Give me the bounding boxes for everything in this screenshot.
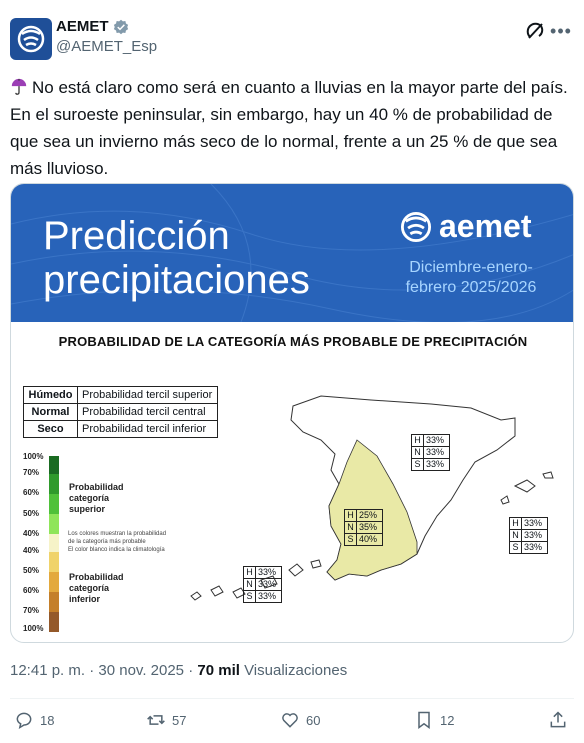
prob-key: H bbox=[345, 510, 357, 522]
prob-row bbox=[345, 510, 383, 522]
scale-label: 70% bbox=[23, 468, 40, 477]
prob-value: 33% bbox=[424, 447, 450, 459]
legend-lower-line: inferior bbox=[69, 594, 101, 604]
prob-row bbox=[345, 534, 383, 546]
scale-segment bbox=[49, 456, 59, 474]
prob-row bbox=[510, 518, 548, 530]
category-name: Seco bbox=[24, 421, 78, 438]
balearic-islands bbox=[501, 472, 553, 504]
share-icon bbox=[548, 710, 568, 730]
prob-value: 25% bbox=[357, 510, 383, 522]
prob-key: H bbox=[412, 435, 424, 447]
map-subtitle: PROBABILIDAD DE LA CATEGORÍA MÁS PROBABLE DE PRECIPITACIÓN bbox=[58, 334, 528, 349]
scale-label: 40% bbox=[23, 546, 40, 555]
retweet-button[interactable] bbox=[146, 710, 186, 730]
bookmark-icon bbox=[414, 710, 434, 730]
prob-value: 33% bbox=[256, 591, 282, 603]
prob-row bbox=[510, 530, 548, 542]
prob-value: 35% bbox=[357, 522, 383, 534]
prob-key: N bbox=[244, 579, 256, 591]
note-line: El color blanco indica la climatología bbox=[68, 547, 165, 553]
tweet-meta bbox=[10, 662, 347, 679]
scale-label: 50% bbox=[23, 566, 40, 575]
scale-label: 50% bbox=[23, 509, 40, 518]
scale-segment bbox=[49, 552, 59, 572]
like-button[interactable] bbox=[280, 710, 320, 730]
divider bbox=[10, 698, 574, 699]
scale-segment bbox=[49, 514, 59, 534]
tweet-text: No está claro como será en cuanto a lluvias en la mayor parte del país. En el suroeste peninsular, sin embargo, hay un 40 % de probabilidad de que sea un invierno más seco de lo normal, frente a un 25 % de que sea más lluvioso. bbox=[10, 78, 568, 178]
scale-label: 70% bbox=[23, 606, 40, 615]
prob-row bbox=[412, 447, 450, 459]
title-line-2: precipitaciones bbox=[43, 258, 310, 302]
views-label: Visualizaciones bbox=[244, 662, 348, 679]
scale-label: 100% bbox=[23, 452, 44, 461]
image-title bbox=[43, 214, 310, 302]
note-line: de la categoría más probable bbox=[68, 539, 146, 545]
meta-separator: · bbox=[188, 662, 194, 679]
prob-value: 33% bbox=[522, 542, 548, 554]
scale-segment bbox=[49, 592, 59, 612]
prob-row bbox=[345, 522, 383, 534]
reply-button[interactable] bbox=[14, 710, 54, 730]
legend-lower-line: Probabilidad bbox=[69, 572, 124, 582]
category-name: Húmedo bbox=[24, 387, 78, 404]
more-options-icon[interactable]: ••• bbox=[550, 20, 572, 41]
scale-segment bbox=[49, 572, 59, 592]
views-count: 70 mil bbox=[197, 662, 240, 679]
legend-upper-line: superior bbox=[69, 504, 106, 514]
prob-value: 33% bbox=[522, 530, 548, 542]
scale-label: 60% bbox=[23, 488, 40, 497]
grok-icon[interactable] bbox=[524, 20, 546, 42]
scale-label: 60% bbox=[23, 586, 40, 595]
prob-value: 33% bbox=[424, 435, 450, 447]
prob-row bbox=[412, 435, 450, 447]
period-line-2: febrero 2025/2026 bbox=[405, 279, 537, 296]
author-handle[interactable]: @AEMET_Esp bbox=[56, 38, 158, 55]
legend-lower-line: categoría bbox=[69, 583, 110, 593]
scale-segment bbox=[49, 494, 59, 514]
tweet-time[interactable]: 12:41 p. m. bbox=[10, 662, 86, 679]
brand-name: aemet bbox=[439, 208, 532, 244]
bookmark-button[interactable] bbox=[414, 710, 454, 730]
prob-row bbox=[244, 579, 282, 591]
category-name: Normal bbox=[24, 404, 78, 421]
share-button[interactable] bbox=[548, 710, 568, 730]
prob-key: N bbox=[412, 447, 424, 459]
author-display-name[interactable] bbox=[56, 18, 157, 35]
southwest-probability-box bbox=[344, 509, 383, 546]
scale-label: 100% bbox=[23, 624, 44, 633]
author-names bbox=[56, 18, 157, 55]
display-name-text[interactable]: AEMET bbox=[56, 18, 109, 35]
prob-value: 33% bbox=[256, 579, 282, 591]
scale-label: 40% bbox=[23, 529, 40, 538]
legend-upper-line: categoría bbox=[69, 493, 110, 503]
like-count: 60 bbox=[306, 712, 321, 728]
canary-probability-box bbox=[243, 566, 282, 603]
prob-key: S bbox=[412, 459, 424, 471]
prob-key: S bbox=[244, 591, 256, 603]
aemet-brand-icon bbox=[399, 210, 433, 244]
north-probability-box bbox=[411, 434, 450, 471]
forecast-period bbox=[391, 258, 551, 298]
tweet-date[interactable]: 30 nov. 2025 bbox=[98, 662, 185, 679]
category-desc: Probabilidad tercil superior bbox=[78, 387, 218, 404]
reply-count: 18 bbox=[40, 712, 55, 728]
probability-color-scale bbox=[49, 456, 59, 632]
prob-value: 33% bbox=[424, 459, 450, 471]
category-desc: Probabilidad tercil central bbox=[78, 404, 218, 421]
tweet-image[interactable] bbox=[10, 183, 574, 643]
prob-value: 33% bbox=[522, 518, 548, 530]
heart-icon bbox=[280, 710, 300, 730]
tweet-header bbox=[10, 14, 574, 62]
category-desc: Probabilidad tercil inferior bbox=[78, 421, 218, 438]
prob-row bbox=[412, 459, 450, 471]
bookmark-count: 12 bbox=[440, 712, 455, 728]
prob-key: H bbox=[244, 567, 256, 579]
aemet-logo-icon[interactable] bbox=[10, 18, 52, 60]
prob-row bbox=[510, 542, 548, 554]
prob-row bbox=[244, 591, 282, 603]
prob-key: N bbox=[510, 530, 522, 542]
note-line: Los colores muestran la probabilidad bbox=[68, 531, 167, 537]
meta-separator: · bbox=[89, 662, 95, 679]
tweet-body bbox=[10, 74, 570, 182]
period-line-1: Diciembre-enero- bbox=[409, 259, 533, 276]
image-banner bbox=[11, 184, 574, 322]
scale-segment bbox=[49, 474, 59, 494]
prob-key: S bbox=[510, 542, 522, 554]
title-line-1: Predicción bbox=[43, 214, 230, 258]
legend-upper-line: Probabilidad bbox=[69, 482, 124, 492]
prob-row bbox=[244, 567, 282, 579]
legend-lower bbox=[69, 572, 124, 605]
aemet-brand bbox=[399, 208, 532, 245]
prob-key: N bbox=[345, 522, 357, 534]
verified-badge-icon bbox=[113, 19, 129, 35]
retweet-icon bbox=[146, 710, 166, 730]
retweet-count: 57 bbox=[172, 712, 187, 728]
prob-key: H bbox=[510, 518, 522, 530]
balearic-probability-box bbox=[509, 517, 548, 554]
prob-key: S bbox=[345, 534, 357, 546]
scale-segment bbox=[49, 534, 59, 552]
action-bar bbox=[10, 710, 574, 736]
prob-value: 40% bbox=[357, 534, 383, 546]
reply-icon bbox=[14, 710, 34, 730]
scale-segment bbox=[49, 612, 59, 632]
legend-upper bbox=[69, 482, 124, 515]
umbrella-icon bbox=[10, 78, 28, 96]
prob-value: 33% bbox=[256, 567, 282, 579]
